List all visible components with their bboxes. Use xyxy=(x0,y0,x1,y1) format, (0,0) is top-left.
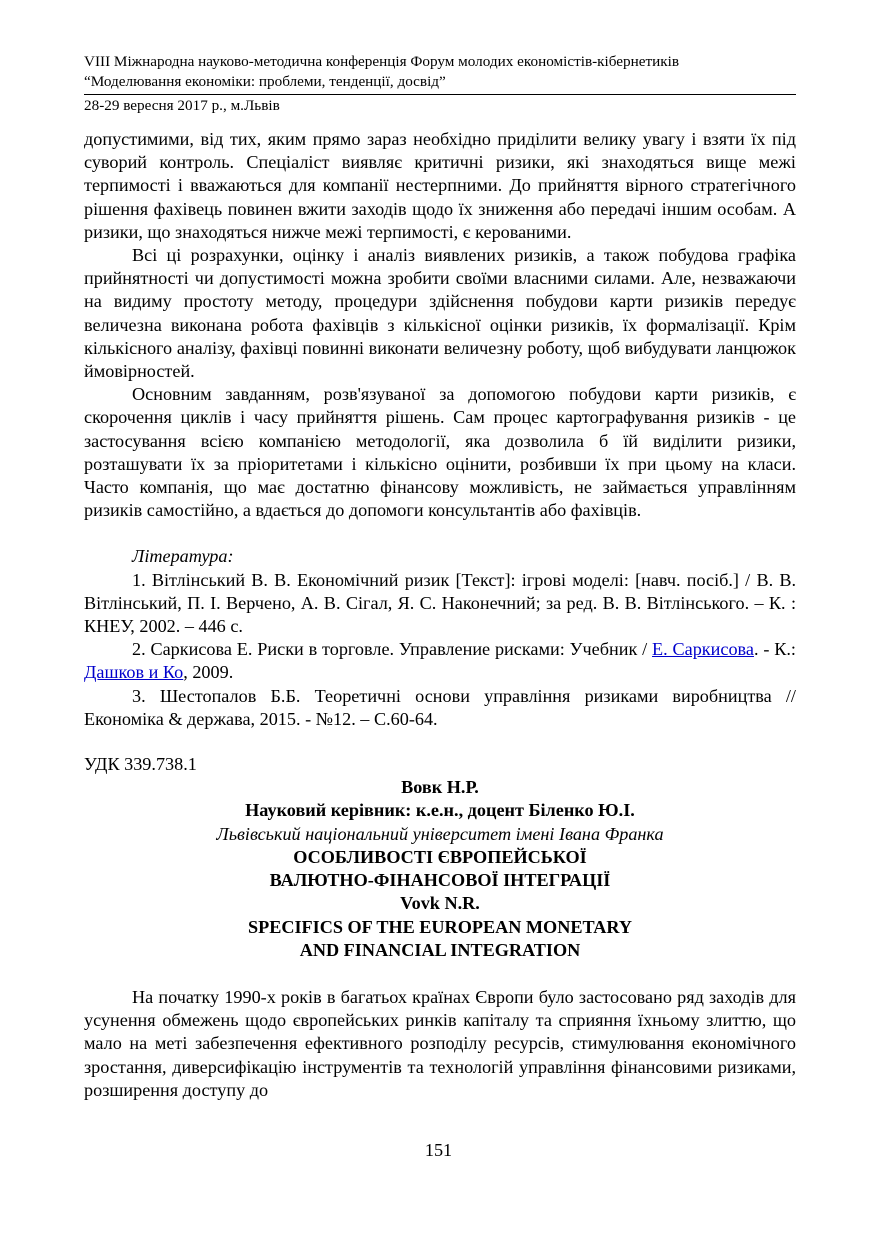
running-header xyxy=(84,52,796,116)
article-university: Львівський національний університет імені Івана Франка xyxy=(216,823,664,844)
literature-heading: Література: xyxy=(132,546,234,567)
reference-2-text-b: . - К.: xyxy=(753,639,796,660)
header-date-location: 28-29 вересня 2017 р., м.Львів xyxy=(84,97,280,114)
article-author-en: Vovk N.R. xyxy=(400,893,480,914)
reference-1: 1. Вітлінський В. В. Економічний ризик [Текст]: ігрові моделі: [навч. посіб.] / В. В. Вітлінський, П. І. Верчено, А. В. Сігал, Я. С. Наконечний; за ред. В. В. Вітлінського. – К. : КНЕУ, 2002. – 446 с. xyxy=(84,569,796,637)
article-intro-paragraph: На початку 1990-х років в багатьох країнах Європи було застосовано ряд заходів для усунення обмежень щодо європейських ринків капіталу та сприяння їхньому злиттю, що мало на меті забезпечення ефективного розподілу ресурсів, стимулювання економічного зростання, диверсифікацію інструментів та технологій управління фінансовими ризиками, розширення доступу до xyxy=(84,986,796,1100)
article-supervisor: Науковий керівник: к.е.н., доцент Біленко Ю.І. xyxy=(245,800,635,821)
article-title-ua-line-2: ВАЛЮТНО-ФІНАНСОВОЇ ІНТЕГРАЦІЇ xyxy=(269,870,611,891)
header-conference-line: VIII Міжнародна науково-методична конференція Форум молодих економістів-кібернетиків xyxy=(84,53,680,70)
body-paragraph-2: Всі ці розрахунки, оцінку і аналіз виявлених ризиків, а також побудова графіка прийнятності чи допустимості можна зробити своїми власними силами. Але, незважаючи на видиму простоту методу, процедури здійснення побудови карти ризиків передує величезна виконана робота фахівців з кількісної оцінки ризиків, їх формалізації. Крім кількісного аналізу, фахівці повинні виконати величезну роботу, щоб вибудувати ланцюжок ймовірностей. xyxy=(84,245,796,382)
reference-2-publisher-link[interactable]: Дашков и Ко xyxy=(84,662,184,683)
udc-code: УДК 339.738.1 xyxy=(84,754,197,775)
article-title-en-line-1: SPECIFICS OF THE EUROPEAN MONETARY xyxy=(247,916,633,937)
body-paragraph-1: допустимими, від тих, яким прямо зараз необхідно приділити велику увагу і взяти їх під суворий контроль. Спеціаліст виявляє критичні ризики, які знаходяться вище межі терпимості і вважаються для компанії нестерпними. До прийняття вірного стратегічного рішення фахівець повинен вжити заходів щодо їх зниження або передачі іншим особам. А ризики, що знаходяться нижче межі терпимості, є керованими. xyxy=(84,129,796,242)
page-content xyxy=(84,128,796,1102)
page-number: 151 xyxy=(424,1140,453,1160)
article-title-ua-line-1: ОСОБЛИВОСТІ ЄВРОПЕЙСЬКОЇ xyxy=(293,846,587,867)
reference-2-text-a: 2. Саркисова Е. Риски в торговле. Управление рисками: Учебник / xyxy=(132,639,653,660)
reference-3: 3. Шестопалов Б.Б. Теоретичні основи управління ризиками виробництва // Економіка & держава, 2015. - №12. – С.60-64. xyxy=(84,685,796,729)
body-paragraph-3: Основним завданням, розв'язуваної за допомогою побудови карти ризиків, є скорочення циклів і часу прийняття рішень. Сам процес картографування ризиків - це застосування всією компанією методології, яка дозволила б їй виділити ризики, розташувати їх за пріоритетами і кількісно оцінити, розбивши їх при цьому на класи. Часто компанія, що має достатню фінансову можливість, не займається управлінням ризиків самостійно, а вдається до допомоги консультантів або фахівців. xyxy=(84,384,796,521)
article-title-en-line-2: AND FINANCIAL INTEGRATION xyxy=(299,939,581,960)
header-conference-title: “Моделювання економіки: проблеми, тенденції, досвід” xyxy=(84,73,446,90)
reference-2-text-c: , 2009. xyxy=(183,662,234,683)
reference-2-author-link[interactable]: Е. Саркисова xyxy=(652,639,754,660)
reference-2 xyxy=(84,638,796,684)
header-divider xyxy=(84,94,796,95)
article-author: Вовк Н.Р. xyxy=(401,777,479,798)
